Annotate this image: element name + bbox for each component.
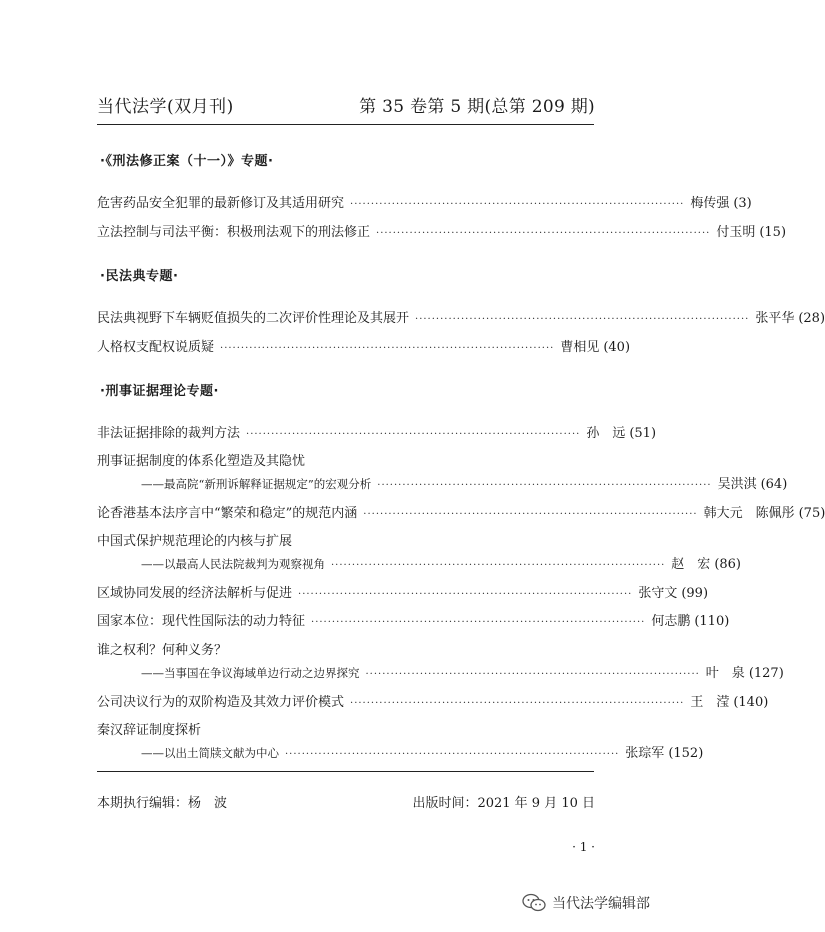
article-author: 韩大元 陈佩彤 (703, 506, 795, 521)
toc-entry[interactable] (97, 336, 631, 355)
page-number: · 1 · (572, 840, 595, 854)
leader-dots: ················································································ (363, 509, 698, 520)
article-author: 孙 远 (586, 426, 626, 441)
toc-entry[interactable] (97, 691, 769, 710)
section-heading: ·刑事证据理论专题· (100, 384, 219, 399)
watermark-text: 当代法学编辑部 (552, 896, 650, 912)
leader-dots: ················································································ (285, 749, 620, 760)
article-subtitle: ——最高院“新刑诉解释证据规定”的宏观分析 (141, 477, 372, 491)
article-title: 人格权支配权说质疑 (97, 340, 215, 355)
leader-dots: ················································································ (220, 343, 555, 354)
article-page: (110) (694, 614, 730, 629)
article-author: 张守文 (638, 586, 678, 601)
article-subtitle: ——当事国在争议海域单边行动之边界探究 (141, 666, 360, 680)
article-subtitle: ——以最高人民法院裁判为观察视角 (141, 557, 325, 571)
leader-dots: ················································································ (377, 480, 712, 491)
toc-entry[interactable] (97, 582, 709, 601)
toc-entry[interactable] (97, 553, 741, 572)
article-page: (86) (714, 557, 741, 572)
article-author: 张平华 (755, 311, 795, 326)
article-title[interactable]: 秦汉辞证制度探析 (97, 723, 202, 738)
leader-dots: ················································································ (376, 228, 711, 239)
leader-dots: ················································································ (350, 698, 685, 709)
article-title: 国家本位：现代性国际法的动力特征 (97, 614, 306, 629)
article-page: (99) (681, 586, 709, 601)
leader-dots: ················································································ (246, 429, 581, 440)
article-author: 付玉明 (716, 225, 756, 240)
toc-entry[interactable] (97, 473, 788, 492)
leader-dots: ················································································ (331, 560, 666, 571)
article-author: 叶 泉 (705, 666, 745, 681)
article-page: (127) (748, 666, 784, 681)
wechat-icon (522, 893, 546, 913)
article-author: 张琮军 (625, 746, 665, 761)
article-author: 王 滢 (690, 695, 730, 710)
leader-dots: ················································································ (311, 617, 646, 628)
article-page: (152) (668, 746, 704, 761)
article-page: (140) (733, 695, 769, 710)
leader-dots: ················································································ (365, 669, 700, 680)
toc-entry[interactable] (97, 307, 825, 326)
toc-entry[interactable] (97, 422, 657, 441)
article-author: 何志鹏 (651, 614, 691, 629)
article-title: 危害药品安全犯罪的最新修订及其适用研究 (97, 196, 345, 211)
leader-dots: ················································································ (298, 589, 633, 600)
header-rule (97, 124, 594, 125)
article-page: (3) (733, 196, 752, 211)
section-heading: ·民法典专题· (100, 269, 179, 284)
article-page: (15) (759, 225, 787, 240)
wechat-watermark (522, 893, 650, 913)
article-title[interactable]: 中国式保护规范理论的内核与扩展 (97, 534, 293, 549)
article-page: (64) (760, 477, 788, 492)
section-heading: ·《刑法修正案（十一）》专题· (100, 154, 274, 169)
footer-rule (97, 771, 594, 772)
article-author: 曹相见 (560, 340, 600, 355)
article-page: (75) (798, 506, 825, 521)
article-author: 赵 宏 (671, 557, 711, 572)
article-page: (28) (798, 311, 825, 326)
toc-entry[interactable] (97, 662, 784, 681)
toc-entry[interactable] (97, 502, 825, 521)
article-title: 区域协同发展的经济法解析与促进 (97, 586, 293, 601)
article-title: 论香港基本法序言中“繁荣和稳定”的规范内涵 (97, 506, 358, 521)
article-title: 民法典视野下车辆贬值损失的二次评价性理论及其展开 (97, 311, 410, 326)
toc-entry[interactable] (97, 610, 730, 629)
issue-info: 第 35 卷第 5 期(总第 209 期) (359, 97, 595, 117)
article-title: 立法控制与司法平衡：积极刑法观下的刑法修正 (97, 225, 371, 240)
toc-entry[interactable] (97, 192, 752, 211)
toc-entry[interactable] (97, 221, 787, 240)
article-page: (40) (603, 340, 631, 355)
article-subtitle: ——以出土简牍文献为中心 (141, 746, 279, 760)
article-title[interactable]: 刑事证据制度的体系化塑造及其隐忧 (97, 454, 306, 469)
article-author: 梅传强 (690, 196, 730, 211)
article-page: (51) (629, 426, 657, 441)
executive-editor: 本期执行编辑：杨 波 (97, 796, 228, 811)
article-title: 非法证据排除的裁判方法 (97, 426, 241, 441)
toc-entry[interactable] (97, 742, 704, 761)
article-title[interactable]: 谁之权利？何种义务？ (97, 643, 228, 658)
publication-date: 出版时间：2021 年 9 月 10 日 (412, 796, 595, 811)
article-title: 公司决议行为的双阶构造及其效力评价模式 (97, 695, 345, 710)
leader-dots: ················································································ (415, 314, 750, 325)
article-author: 吴洪淇 (717, 477, 757, 492)
leader-dots: ················································································ (350, 199, 685, 210)
journal-title: 当代法学(双月刊) (97, 97, 234, 117)
